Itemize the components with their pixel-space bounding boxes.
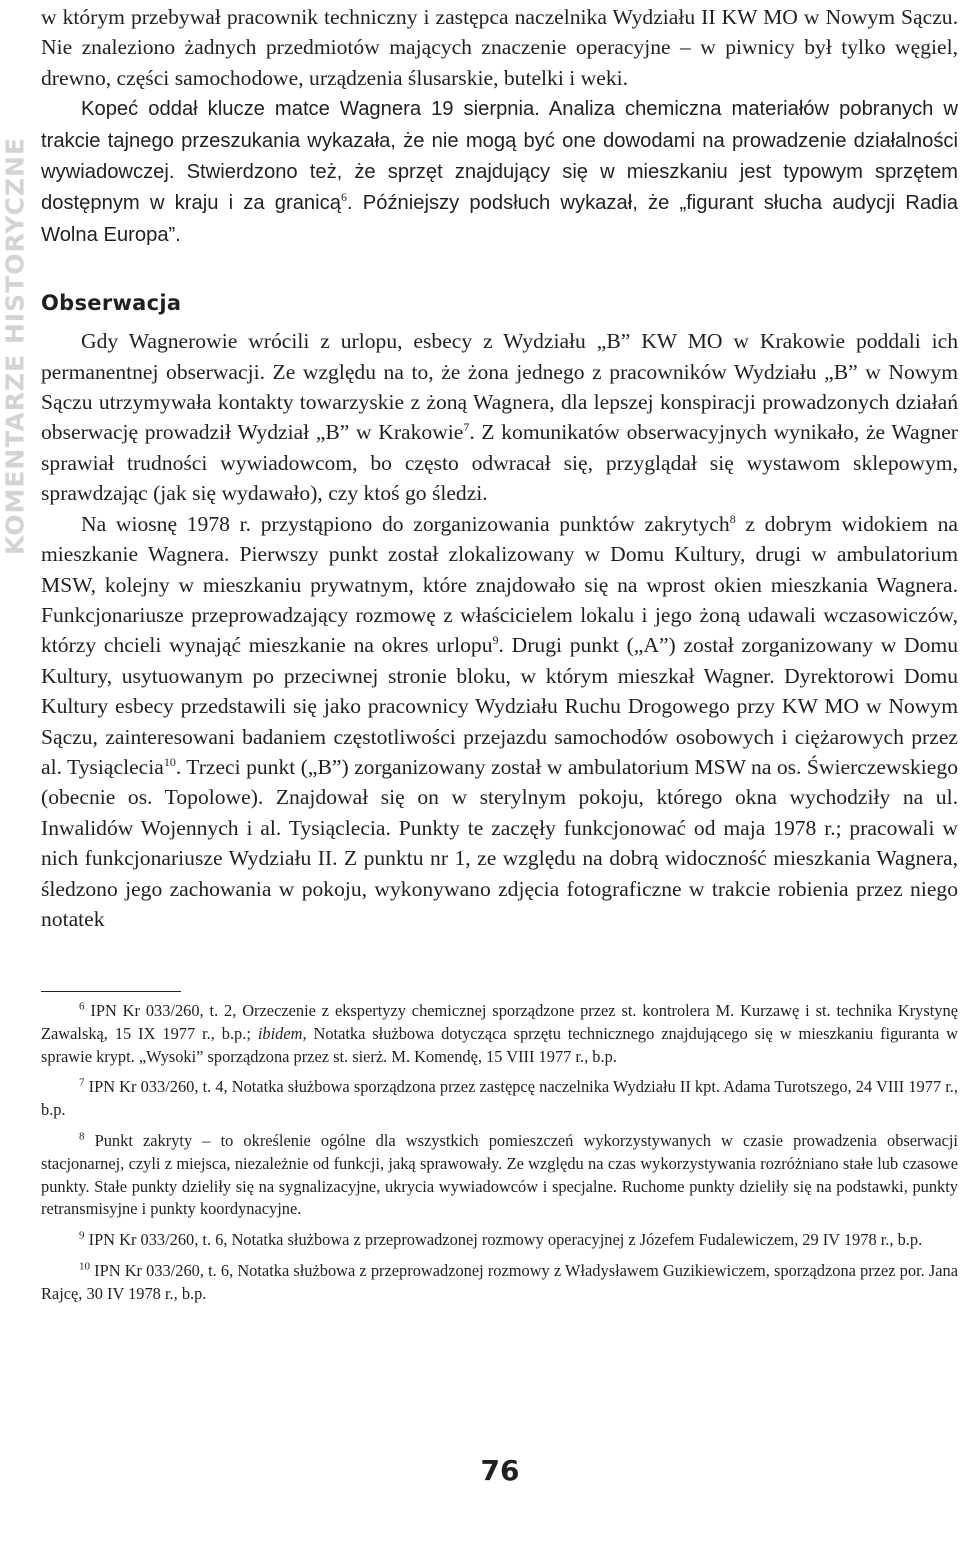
- side-label-text: KOMENTARZE HISTORYCZNE: [0, 136, 30, 556]
- paragraph-4: [41, 509, 958, 935]
- footnotes: [41, 1000, 958, 1314]
- footnote-number: 6: [79, 1000, 85, 1013]
- footnote-6: [41, 1000, 958, 1068]
- footnote-text: IPN Kr 033/260, t. 6, Notatka służbowa z przeprowadzonej rozmowy operacyjnej z Józefem Fudalewiczem, 29 IV 1978 r., b.p.: [88, 1230, 923, 1250]
- paragraph-4-text-b: z dobrym widokiem na mieszkanie Wagnera. Pierwszy punkt został zlokalizowany w Domu Kultury, drugi w ambulatorium MSW, kolejny w mieszkaniu prywatnym, które znajdowało się na wprost okien mieszkania Wagnera. Funkcjonariusze przeprowadzający rozmowę z właścicielem lokalu i jego żoną udawali wczasowiczów, którzy chcieli wynająć mieszkanie na okres urlopu: [41, 511, 958, 658]
- footnote-ref-9: 9: [492, 633, 499, 648]
- section-heading: Obserwacja: [41, 291, 182, 316]
- side-label: [0, 0, 30, 700]
- paragraph-1: [41, 2, 958, 93]
- paragraph-1-text: w którym przebywał pracownik techniczny i zastępca naczelnika Wydziału II KW MO w Nowym Sączu. Nie znaleziono żadnych przedmiotów mających znaczenie operacyjne – w piwnicy był tylko węgiel, drewno, części samochodowe, urządzenia ślusarskie, butelki i weki.: [41, 5, 958, 90]
- footnote-ref-6: 6: [340, 190, 347, 205]
- paragraph-4-text-d: . Trzeci punkt („B”) zorganizowany został w ambulatorium MSW na os. Świerczewskiego (obecnie os. Topolowe). Znajdował się on w sterylnym pokoju, którego okna wychodziły na ul. Inwalidów Wojennych i al. Tysiąclecia. Punkty te zaczęły funkcjonować od maja 1978 r.; pracowali w nich funkcjonariusze Wydziału II. Z punktu nr 1, ze względu na dobrą widoczność mieszkania Wagnera, śledzono jego zachowania w pokoju, wykonywano zdjęcia fotograficzne w trakcie robienia przez niego notatek: [41, 754, 958, 931]
- paragraph-2-text-b: . Późniejszy podsłuch wykazał, że „figurant słucha audycji Radia Wolna Europa”.: [41, 192, 958, 246]
- footnote-7: [41, 1076, 958, 1122]
- footnote-text: IPN Kr 033/260, t. 6, Notatka służbowa z przeprowadzonej rozmowy z Władysławem Guzikiewiczem, sporządzona przez por. Jana Rajcę, 30 IV 1978 r., b.p.: [41, 1260, 958, 1303]
- footnote-number: 7: [79, 1076, 85, 1089]
- paragraph-2-text-a: Kopeć oddał klucze matce Wagnera 19 sierpnia. Analiza chemiczna materiałów pobranych w trakcie tajnego przeszukania wykazała, że nie mogą być one dowodami na prowadzenie działalności wywiadowczej. Stwierdzono też, że sprzęt znajdujący się w mieszkaniu jest typowym sprzętem dostępnym w kraju i za granicą: [41, 98, 958, 215]
- footnote-9: [41, 1229, 958, 1252]
- paragraph-3: [41, 326, 958, 508]
- footnote-number: 10: [79, 1260, 90, 1273]
- footnote-divider: [41, 991, 181, 992]
- paragraph-4-text-c: . Drugi punkt („A”) został zorganizowany w Domu Kultury, usytuowanym po przeciwnej stronie bloku, w którym mieszkał Wagner. Dyrektorowi Domu Kultury esbecy przedstawili się jako pracownicy Wydziału Ruchu Drogowego przy KW MO w Nowym Sączu, zainteresowani badaniem częstotliwości przejazdu samochodów osobowych i ciężarowych przez al. Tysiąclecia: [41, 633, 959, 779]
- footnote-text: IPN Kr 033/260, t. 4, Notatka służbowa sporządzona przez zastępcę naczelnika Wydziału II kpt. Adama Turotszego, 24 VIII 1977 r., b.p.: [41, 1077, 958, 1120]
- footnote-8: [41, 1130, 958, 1221]
- footnote-text: IPN Kr 033/260, t. 2, Orzeczenie z ekspertyzy chemicznej sporządzone przez st. kontrolera M. Kurzawę i st. technika Krystynę Zawalską, 15 IX 1977 r., b.p.;: [41, 1001, 958, 1043]
- footnote-ref-7: 7: [463, 420, 470, 435]
- page-number: 76: [480, 1454, 520, 1487]
- footnote-ref-8: 8: [729, 511, 736, 526]
- footnote-ref-10: 10: [163, 754, 176, 769]
- footnote-text-cont: , Notatka służbowa dotycząca sprzętu technicznego znajdującego się w mieszkaniu figuranta w sprawie krypt. „Wysoki” sporządzona przez st. sierż. M. Komendę, 15 VIII 1977 r., b.p.: [41, 1023, 958, 1066]
- paragraph-3-text-a: Gdy Wagnerowie wrócili z urlopu, esbecy z Wydziału „B” KW MO w Krakowie poddali ich permanentnej obserwacji. Ze względu na to, że żona jednego z pracowników Wydziału „B” w Nowym Sączu utrzymywała kontakty towarzyskie z żoną Wagnera, dla lepszej konspiracji prowadzonych działań obserwację prowadził Wydział „B” w Krakowie: [41, 329, 958, 445]
- footnote-number: 8: [79, 1130, 85, 1143]
- footnote-10: [41, 1260, 958, 1306]
- paragraph-2: [41, 93, 958, 250]
- main-text: [41, 2, 958, 934]
- paragraph-4-text-a: Na wiosnę 1978 r. przystąpiono do zorganizowania punktów zakrytych: [81, 511, 730, 536]
- footnote-text: Punkt zakryty – to określenie ogólne dla wszystkich pomieszczeń wykorzystywanych w czasie prowadzenia obserwacji stacjonarnej, czyli z miejsca, niezależnie od funkcji, jaką sprawowały. Ze względu na czas wykorzystywania rozróżniano stałe lub czasowe punkty. Stałe punkty dzieliły się na sygnalizacyjne, ukrycia wywiadowców i specjalne. Ruchome punkty dzieliły się na podstawki, punkty retransmisyjne i punkty koordynacyjne.: [41, 1130, 958, 1219]
- footnote-italic: ibidem: [257, 1023, 303, 1043]
- paragraph-3-text-b: . Z komunikatów obserwacyjnych wynikało, że Wagner sprawiał trudności wywiadowcom, bo często odwracał się, przyglądał się wystawom sklepowym, sprawdzając (jak się wydawało), czy ktoś go śledzi.: [41, 420, 958, 506]
- footnote-number: 9: [79, 1229, 85, 1242]
